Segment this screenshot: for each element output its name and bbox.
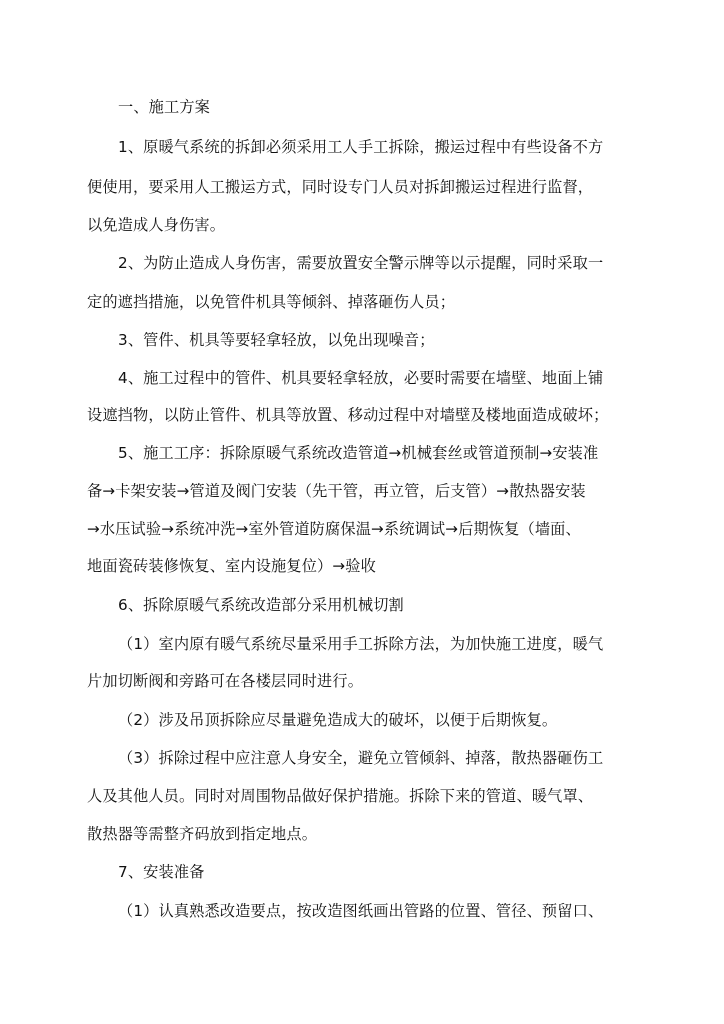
paragraph-line: 1、原暖气系统的拆卸必须采用工人手工拆除，搬运过程中有些设备不方 [118, 138, 604, 156]
paragraph-line: （3）拆除过程中应注意人身安全，避免立管倾斜、掉落，散热器砸伤工 [118, 749, 604, 767]
paragraph-line: 片加切断阀和旁路可在各楼层同时进行。 [87, 672, 364, 690]
paragraph-line: 便使用，要采用人工搬运方式，同时设专门人员对拆卸搬运过程进行监督， [87, 178, 594, 196]
paragraph-line: 以免造成人身伤害。 [87, 216, 226, 234]
paragraph-line: （1）室内原有暖气系统尽量采用手工拆除方法，为加快施工进度，暖气 [118, 635, 604, 653]
paragraph-line: 散热器等需整齐码放到指定地点。 [87, 825, 318, 843]
paragraph-line: 5、施工工序：拆除原暖气系统改造管道→机械套丝或管道预制→安装准 [118, 444, 599, 462]
paragraph-line: （1）认真熟悉改造要点，按改造图纸画出管路的位置、管径、预留口、 [118, 902, 604, 920]
paragraph-line: 地面瓷砖装修恢复、室内设施复位）→验收 [87, 557, 376, 575]
paragraph-line: 人及其他人员。同时对周围物品做好保护措施。拆除下来的管道、暖气罩、 [87, 787, 594, 805]
paragraph-line: 7、安装准备 [118, 863, 205, 881]
paragraph-line: 3、管件、机具等要轻拿轻放，以免出现噪音； [118, 331, 435, 349]
paragraph-line: 备→卡架安装→管道及阀门安装（先干管，再立管，后支管）→散热器安装 [87, 482, 586, 500]
section-heading: 一、施工方案 [118, 98, 211, 116]
paragraph-line: （2）涉及吊顶拆除应尽量避免造成大的破坏，以便于后期恢复。 [118, 711, 558, 729]
paragraph-line: 6、拆除原暖气系统改造部分采用机械切割 [118, 596, 404, 614]
paragraph-line: 4、施工过程中的管件、机具要轻拿轻放，必要时需要在墙壁、地面上铺 [118, 369, 604, 387]
paragraph-line: 定的遮挡措施，以免管件机具等倾斜、掉落砸伤人员； [87, 293, 456, 311]
paragraph-line: →水压试验→系统冲洗→室外管道防腐保温→系统调试→后期恢复（墙面、 [87, 520, 581, 538]
paragraph-line: 设遮挡物，以防止管件、机具等放置、移动过程中对墙壁及楼地面造成破坏； [87, 406, 609, 424]
paragraph-line: 2、为防止造成人身伤害，需要放置安全警示牌等以示提醒，同时采取一 [118, 254, 604, 272]
